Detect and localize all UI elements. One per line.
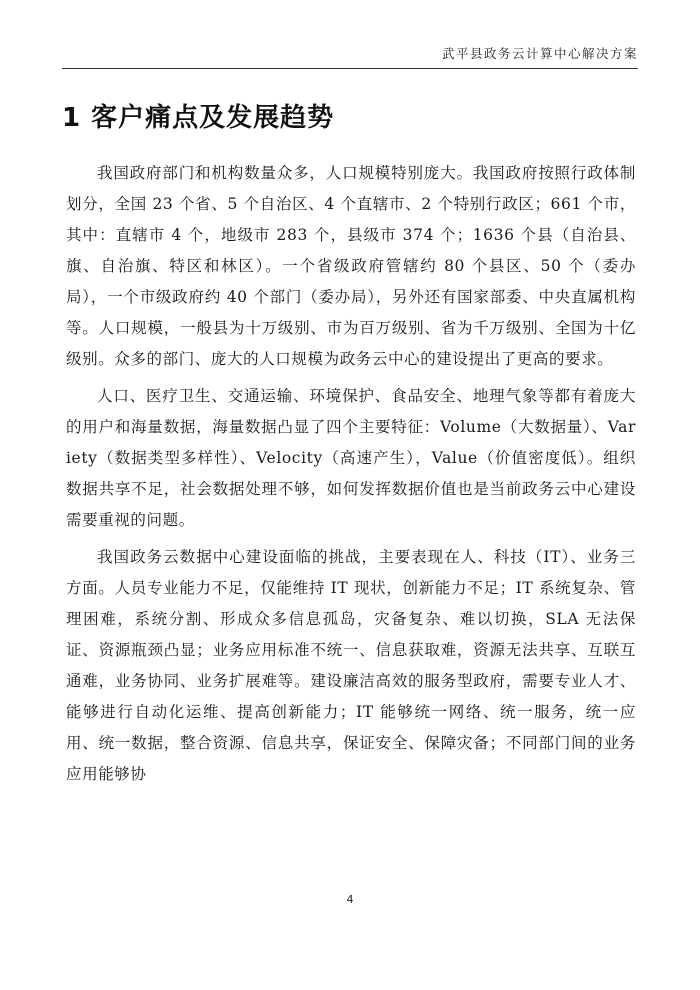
body-text [66,158,636,796]
paragraph-challenges: 我国政务云数据中心建设面临的挑战，主要表现在人、科技（IT）、业务三方面。人员专业能力不足，仅能维持 IT 现状，创新能力不足；IT 系统复杂、管理困难，系统分割、形成众多信息孤岛，灾备复杂、难以切换，SLA 无法保证、资源瓶颈凸显；业务应用标准不统一、信息获取难，资源无法共享、互联互通难，业务协同、业务扩展难等。建设廉洁高效的服务型政府，需要专业人才、能够进行自动化运维、提高创新能力；IT 能够统一网络、统一服务，统一应用、统一数据，整合资源、信息共享，保证安全、保障灾备；不同部门间的业务应用能够协 [66,548,636,783]
running-header [62,46,638,69]
header-title: 武平县政务云计算中心解决方案 [441,46,638,61]
paragraph-big-data: 人口、医疗卫生、交通运输、环境保护、食品安全、地理气象等都有着庞大的用户和海量数据，海量数据凸显了四个主要特征：Volume（大数据量）、Variety（数据类型多样性）、Velocity（高速产生），Value（价值密度低）。组织数据共享不足，社会数据处理不够，如何发挥数据价值也是当前政务云中心建设需要重视的问题。 [66,387,636,529]
paragraph-population-scale: 我国政府部门和机构数量众多，人口规模特别庞大。我国政府按照行政体制划分，全国 23 个省、5 个自治区、4 个直辖市、2 个特别行政区；661 个市，其中：直辖市 4 个，地级市 283 个，县级市 374 个；1636 个县（自治县、旗、自治旗、特区和林区）。一个省级政府管辖约 80 个县区、50 个（委办局），一个市级政府约 40 个部门（委办局），另外还有国家部委、中央直属机构等。人口规模，一般县为十万级别、市为百万级别、省为千万级别、全国为十亿级别。众多的部门、庞大的人口规模为政务云中心的建设提出了更高的要求。 [66,164,636,368]
section-title: 1 客户痛点及发展趋势 [62,103,335,133]
page-number: 4 [346,893,354,906]
